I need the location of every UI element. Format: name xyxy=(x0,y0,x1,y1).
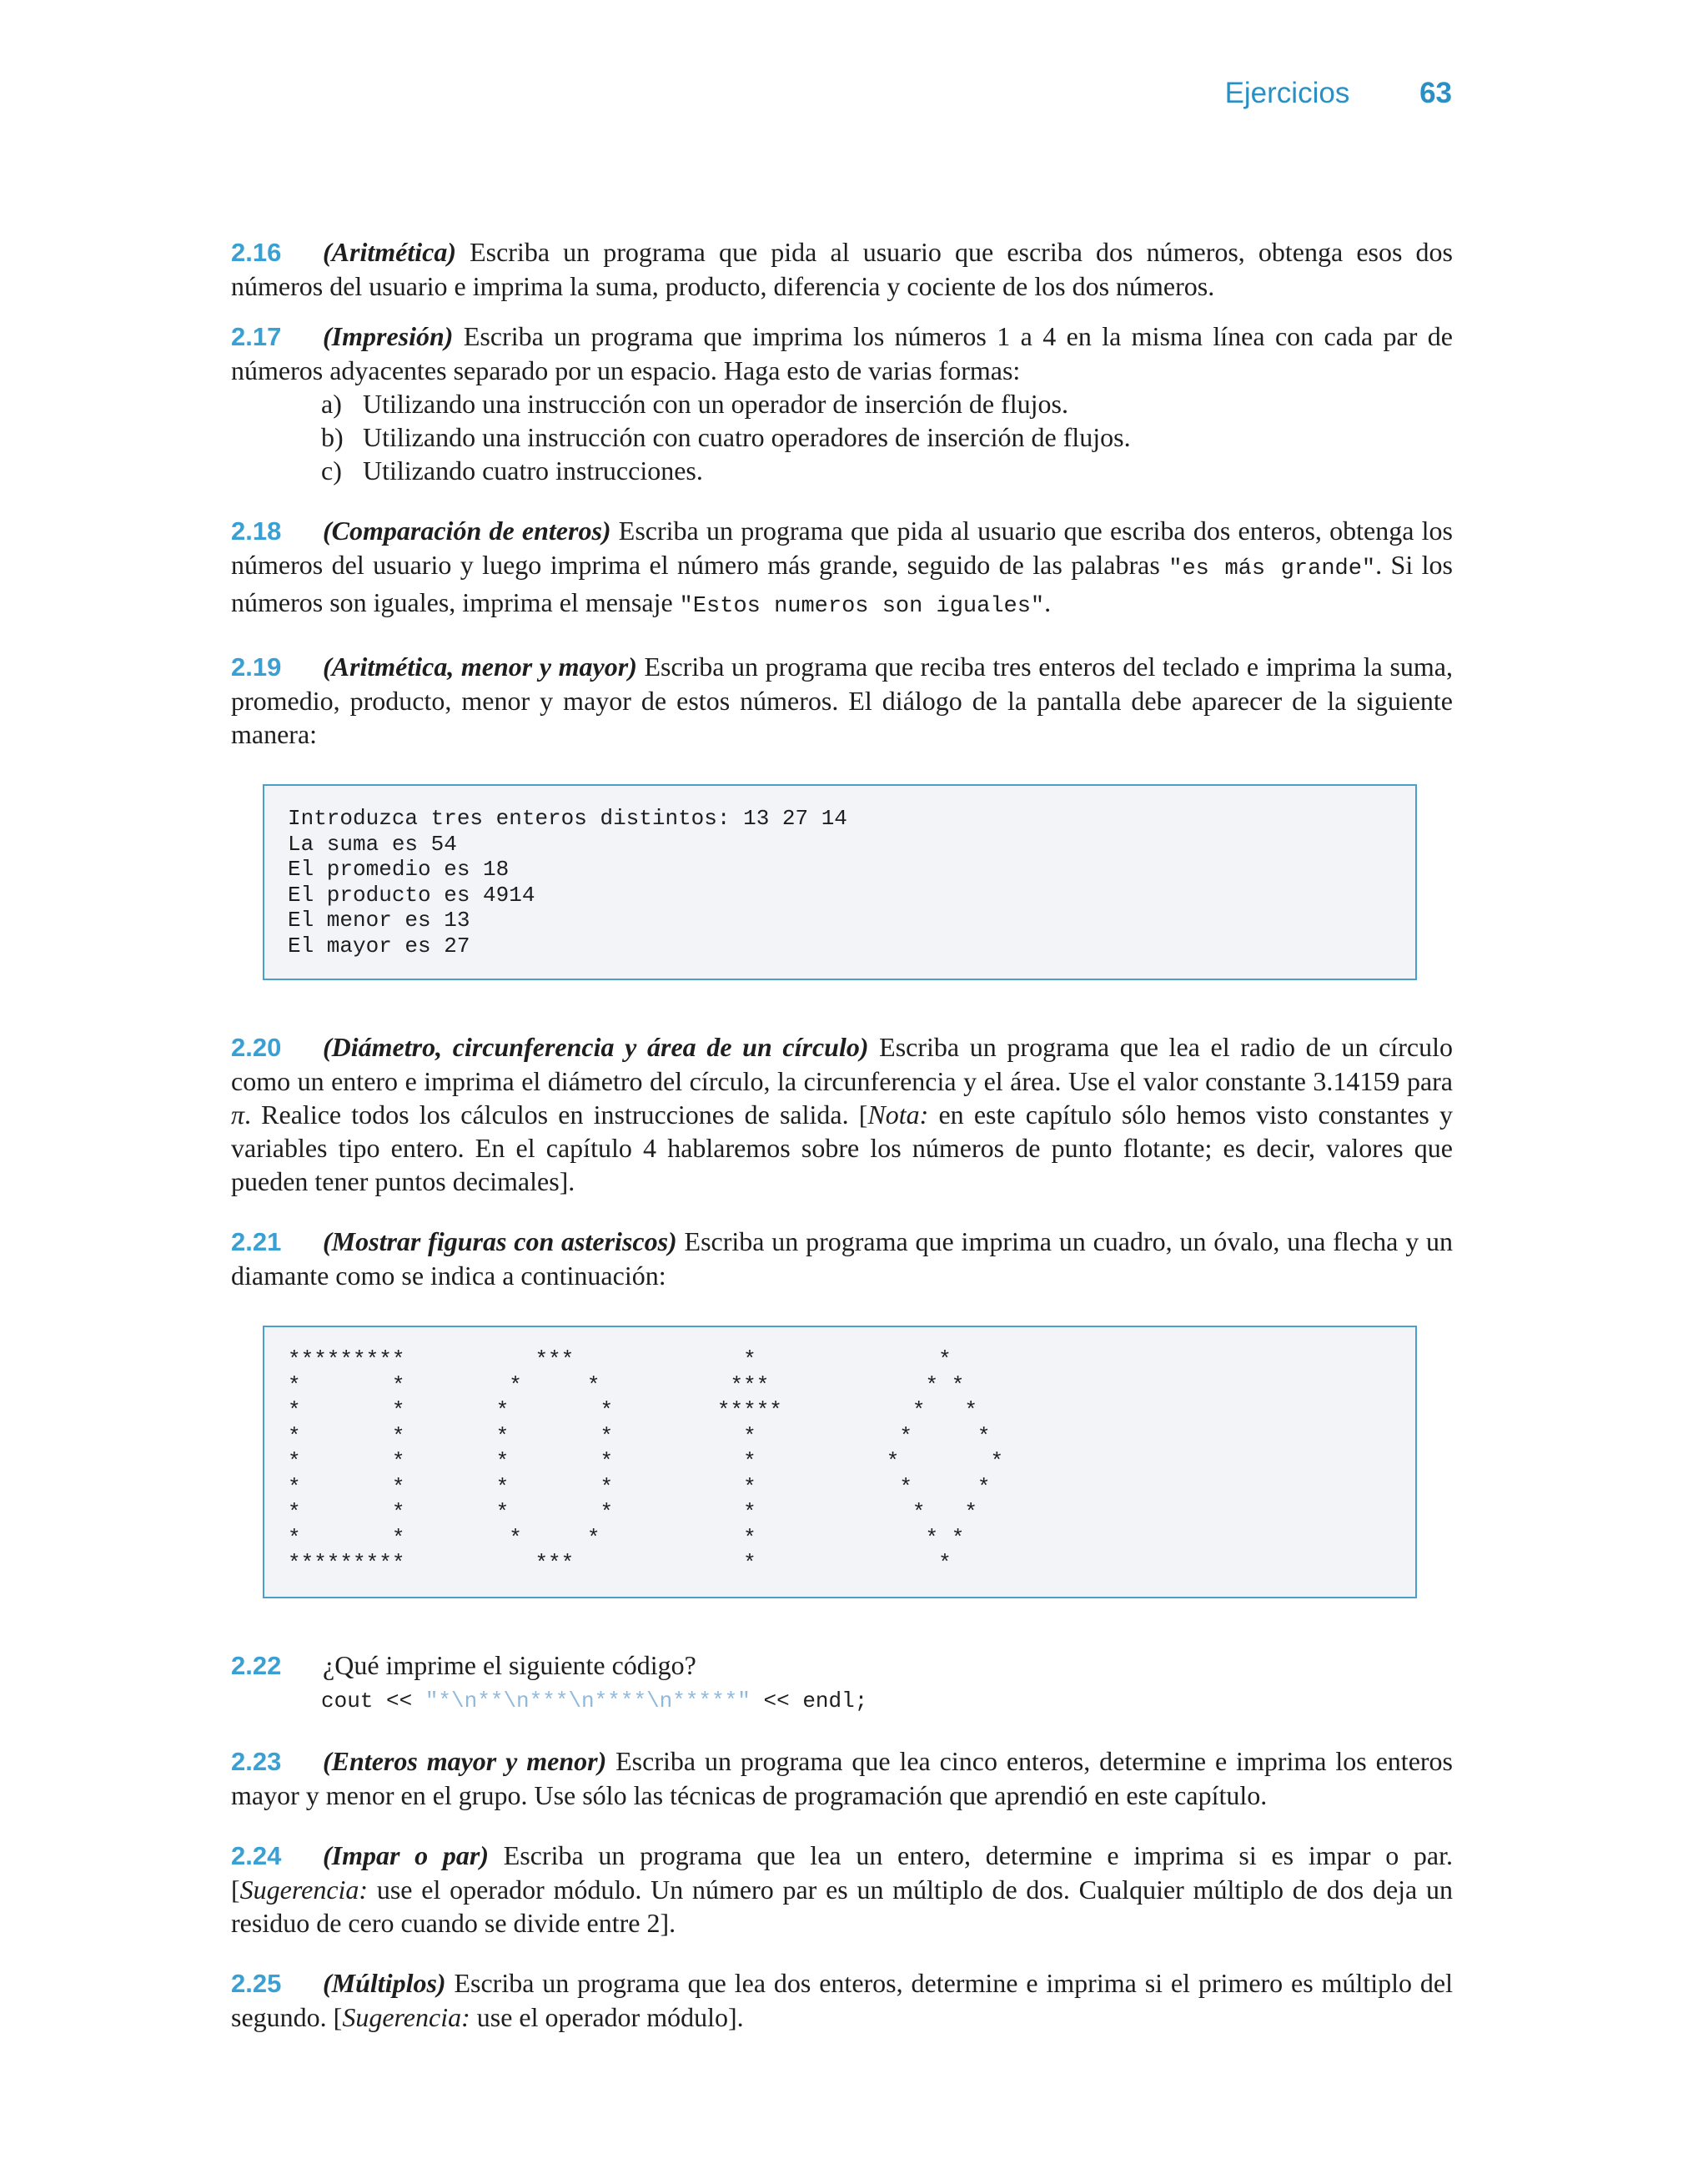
exercises-content xyxy=(231,209,1453,2051)
exercise-2-21 xyxy=(231,1225,1453,1292)
item-letter: b) xyxy=(321,422,344,452)
exercise-number: 2.21 xyxy=(231,1227,282,1256)
inline-code: "Estos numeros son iguales" xyxy=(679,594,1045,619)
exercise-title: (Mostrar figuras con asteriscos) xyxy=(323,1226,677,1256)
exercise-number: 2.19 xyxy=(231,652,282,682)
pi-symbol: π xyxy=(231,1100,245,1130)
exercise-text: Escriba un programa que imprima los números 1 a 4 en la misma línea con cada par de números adyacentes separado por un espacio. Haga esto de varias formas: xyxy=(231,321,1453,385)
exercise-title: (Enteros mayor y menor) xyxy=(323,1745,607,1776)
hint-label: Sugerencia: xyxy=(239,1874,369,1905)
exercise-number: 2.18 xyxy=(231,516,282,546)
exercise-text: . Si los números son iguales, imprima el mensaje xyxy=(231,550,1454,617)
exercise-2-24 xyxy=(231,1839,1453,1940)
exercise-number: 2.24 xyxy=(231,1840,282,1870)
exercise-title: (Diámetro, circunferencia y área de un círculo) xyxy=(323,1032,869,1062)
item-text: Utilizando una instrucción con un operador de inserción de flujos. xyxy=(363,389,1068,419)
exercise-number: 2.16 xyxy=(231,238,282,267)
exercise-text: . Realice todos los cálculos en instrucciones de salida. [ xyxy=(244,1100,868,1130)
exercise-text: Escriba un programa que pida al usuario que escriba dos números, obtenga esos dos números del usuario e imprima la suma, producto, diferencia y cociente de los dos números. xyxy=(231,237,1453,301)
output-box xyxy=(263,784,1417,980)
code-suffix: << endl; xyxy=(750,1688,868,1714)
exercise-title: (Impar o par) xyxy=(323,1839,489,1870)
exercise-title: (Impresión) xyxy=(323,321,454,351)
asterisk-shapes: ********* *** * * * * * * *** * * * * * * ***** * * * * * * * * * * * * * * * * * * * * * * * * * * * * * * * * * * * * * ********* *** * * xyxy=(288,1347,1004,1576)
program-output: Introduzca tres enteros distintos: 13 27 14 La suma es 54 El promedio es 18 El producto es 4914 El menor es 13 El mayor es 27 xyxy=(288,806,847,959)
code-snippet xyxy=(321,1684,1453,1718)
exercise-title: (Comparación de enteros) xyxy=(323,516,611,546)
exercise-2-19 xyxy=(231,650,1453,751)
exercise-2-22 xyxy=(231,1648,1453,1718)
exercise-text: Escriba un programa que pida al usuario que escriba dos enteros, obtenga los números del usuario y luego imprima el número más grande, seguido de las palabras xyxy=(231,516,1454,580)
item-letter: a) xyxy=(321,389,342,419)
hint-label: Sugerencia: xyxy=(342,2001,470,2032)
page-number: 63 xyxy=(1419,77,1452,109)
code-prefix: cout << xyxy=(321,1688,425,1714)
exercise-number: 2.25 xyxy=(231,1968,282,1998)
exercise-2-18 xyxy=(231,514,1453,623)
exercise-text: Escriba un programa que imprima un cuadro, un óvalo, una flecha y un diamante como se indica a continuación: xyxy=(231,1226,1454,1291)
exercise-2-17 xyxy=(231,320,1453,487)
item-text: Utilizando cuatro instrucciones. xyxy=(363,455,703,486)
exercise-text: use el operador módulo. Un número par es un múltiplo de dos. Cualquier múltiplo de dos deja un residuo de cero cuando se divide entre 2]. xyxy=(231,1874,1453,1938)
exercise-text: . xyxy=(1044,587,1052,617)
exercise-text: ¿Qué imprime el siguiente código? xyxy=(323,1649,696,1680)
exercise-subitems xyxy=(321,387,1453,487)
exercise-text: Escriba un programa que lea dos enteros, determine e imprima si el primero es múltiplo del segundo. [ xyxy=(231,1967,1453,2032)
note-label: Nota: xyxy=(867,1100,929,1130)
code-string: "*\n**\n***\n****\n*****" xyxy=(424,1688,751,1714)
exercise-text: Escriba un programa que lea el radio de un círculo como un entero e imprima el diámetro del círculo, la circunferencia y el área. Use el valor constante 3.14159 para xyxy=(231,1032,1454,1096)
list-item xyxy=(321,387,1453,420)
exercise-number: 2.17 xyxy=(231,322,282,351)
exercise-number: 2.20 xyxy=(231,1033,282,1062)
list-item xyxy=(321,454,1453,487)
exercise-text: Escriba un programa que lea cinco enteros, determine e imprima los enteros mayor y menor en el grupo. Use sólo las técnicas de programación que aprendió en este capítulo. xyxy=(231,1745,1454,1810)
output-box xyxy=(263,1326,1417,1598)
list-item xyxy=(321,420,1453,454)
exercise-2-16 xyxy=(231,235,1453,303)
exercise-text: Escriba un programa que reciba tres enteros del teclado e imprima la suma, promedio, producto, menor y mayor de estos números. El diálogo de la pantalla debe aparecer de la siguiente manera: xyxy=(231,652,1454,749)
exercise-2-25 xyxy=(231,1966,1453,2034)
inline-code: "es más grande" xyxy=(1168,556,1376,581)
item-letter: c) xyxy=(321,455,342,486)
exercise-title: (Aritmética, menor y mayor) xyxy=(323,652,637,682)
exercise-text: use el operador módulo]. xyxy=(470,2001,744,2032)
exercise-text: Escriba un programa que lea un entero, determine e imprima si es impar o par. [ xyxy=(231,1839,1454,1905)
running-head xyxy=(1225,77,1452,110)
section-title: Ejercicios xyxy=(1224,77,1350,109)
item-text: Utilizando una instrucción con cuatro operadores de inserción de flujos. xyxy=(363,422,1131,452)
exercise-title: (Aritmética) xyxy=(323,237,456,267)
exercise-number: 2.22 xyxy=(231,1650,282,1680)
exercise-2-23 xyxy=(231,1744,1453,1812)
exercise-text: en este capítulo sólo hemos visto constantes y variables tipo entero. En el capítulo 4 hablaremos sobre los números de punto flotante; es decir, valores que pueden tener puntos decimales]. xyxy=(231,1100,1454,1196)
exercise-title: (Múltiplos) xyxy=(323,1967,446,1998)
exercise-number: 2.23 xyxy=(231,1746,282,1776)
exercise-2-20 xyxy=(231,1030,1453,1198)
